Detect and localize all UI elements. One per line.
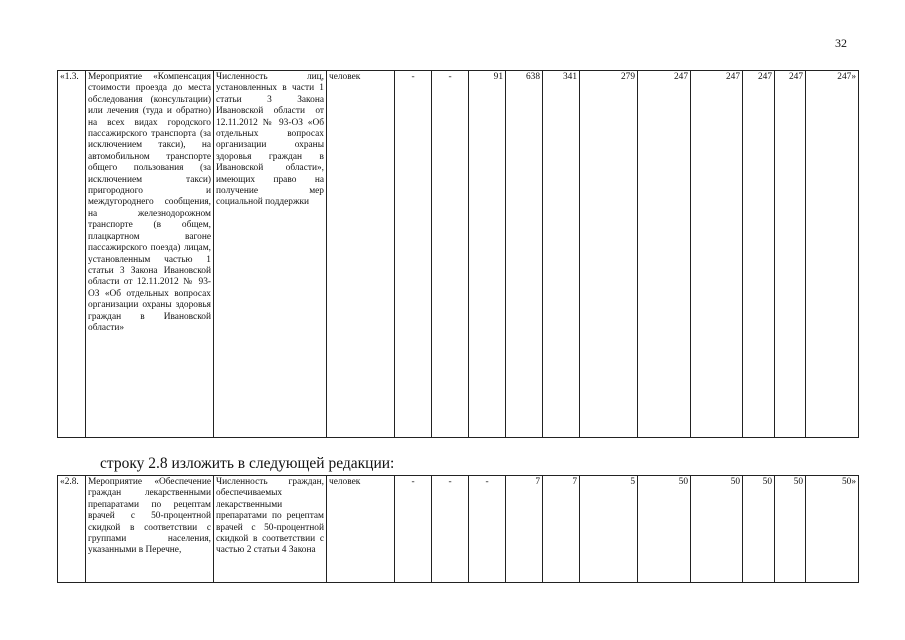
measure-description-cell: Мероприятие «Компенсация стоимости проезда до места обследования (консультации) или лечения (туда и обратно) на всех видах городского пассажирского транспорта (за исключением такси), на автомобильном транспорте общего пользования (за исключением такси) пригородного и междугороднего сообщения, на железнодорожном транспорте (в общем, плацкартном вагоне пассажирского поезда) лицам, установленным частью 1 статьи 3 Закона Ивановской области от 12.11.2012 № 93-ОЗ «Об отдельных вопросах организации охраны здоровья граждан в Ивановской области»	[86, 71, 214, 438]
value-cell: 5	[580, 476, 638, 583]
unit-cell: человек	[327, 476, 395, 583]
value-cell: -	[469, 476, 506, 583]
value-cell: 50	[691, 476, 743, 583]
value-cell: 50	[638, 476, 691, 583]
value-cell: -	[432, 71, 469, 438]
value-cell: 7	[506, 476, 543, 583]
value-cell: 247»	[806, 71, 859, 438]
unit-cell: человек	[327, 71, 395, 438]
indicator-cell: Численность граждан, обеспечиваемых лекарственными препаратами по рецептам врачей с 50-процентной скидкой в соответствии с частью 2 статьи 4 Закона	[214, 476, 327, 583]
value-cell: 279	[580, 71, 638, 438]
value-cell: 91	[469, 71, 506, 438]
row-number-cell: «1.3.	[58, 71, 86, 438]
value-cell: -	[395, 476, 432, 583]
value-cell: 50	[743, 476, 775, 583]
measures-table-row-1-3	[57, 70, 859, 438]
value-cell: 247	[743, 71, 775, 438]
value-cell: -	[395, 71, 432, 438]
measures-table-row-2-8	[57, 475, 859, 583]
section-heading: строку 2.8 изложить в следующей редакции:	[100, 455, 395, 472]
indicator-cell: Численность лиц, установленных в части 1 статьи 3 Закона Ивановской области от 12.11.2012 № 93-ОЗ «Об отдельных вопросах организации охраны здоровья граждан в Ивановской области», имеющих право на получение мер социальной поддержки	[214, 71, 327, 438]
value-cell: 247	[691, 71, 743, 438]
value-cell: 247	[638, 71, 691, 438]
value-cell: 50»	[806, 476, 859, 583]
value-cell: -	[432, 476, 469, 583]
value-cell: 50	[775, 476, 806, 583]
value-cell: 638	[506, 71, 543, 438]
page-number: 32	[835, 36, 847, 50]
value-cell: 341	[543, 71, 580, 438]
table-row	[58, 476, 859, 583]
value-cell: 247	[775, 71, 806, 438]
table-row	[58, 71, 859, 438]
value-cell: 7	[543, 476, 580, 583]
measure-description-cell: Мероприятие «Обеспечение граждан лекарственными препаратами по рецептам врачей с 50-процентной скидкой в соответствии с группами населения, указанными в Перечне,	[86, 476, 214, 583]
row-number-cell: «2.8.	[58, 476, 86, 583]
